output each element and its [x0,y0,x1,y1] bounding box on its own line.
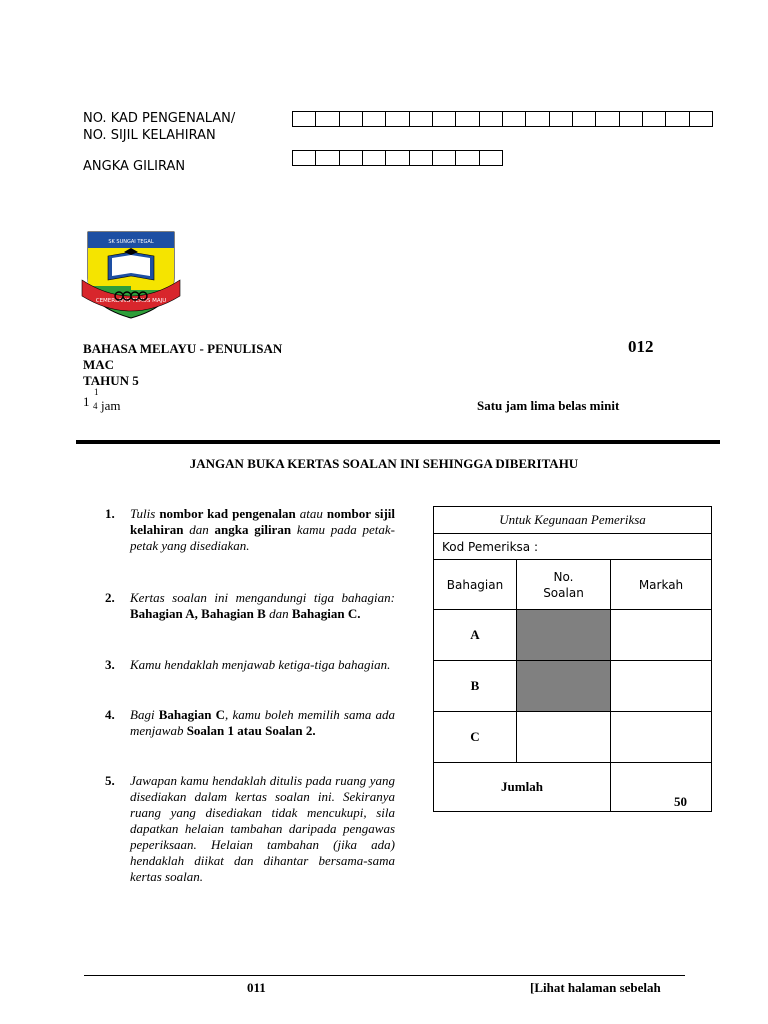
ic-number-boxes[interactable] [292,111,713,127]
digit-box[interactable] [316,151,339,165]
instruction-text: Kamu hendaklah menjawab ketiga-tiga bahagian. [130,657,391,672]
examiner-code-label: Kod Pemeriksa : [434,534,712,560]
ic-label-2: NO. SIJIL KELAHIRAN [83,128,216,143]
section-c-marks-cell[interactable] [611,712,712,763]
section-b-question-cell [517,661,611,712]
digit-box[interactable] [526,112,549,126]
digit-box[interactable] [316,112,339,126]
col-question-header: No. Soalan [517,560,611,610]
digit-box[interactable] [666,112,689,126]
footer-rule [84,975,685,976]
instruction-item [105,657,395,673]
digit-box[interactable] [410,112,433,126]
footer-next-page: [Lihat halaman sebelah [530,980,661,995]
digit-box[interactable] [480,151,502,165]
digit-box[interactable] [550,112,573,126]
instruction-number: 1. [105,506,115,521]
digit-box[interactable] [363,112,386,126]
digit-box[interactable] [503,112,526,126]
divider-rule [76,440,720,444]
digit-box[interactable] [620,112,643,126]
instruction-text: Tulis nombor kad pengenalan atau nombor sijil kelahiran dan angka giliran kamu pada petak-petak yang disediakan. [130,506,395,553]
digit-box[interactable] [293,151,316,165]
exam-year: TAHUN 5 [83,373,139,388]
paper-code: 012 [628,337,654,356]
instruction-item [105,506,395,554]
section-a-marks-cell[interactable] [611,610,712,661]
section-a-label: A [434,610,517,661]
digit-box[interactable] [293,112,316,126]
total-label: Jumlah [434,763,611,812]
instruction-item [105,707,395,739]
section-b-label: B [434,661,517,712]
instruction-item [105,773,395,885]
digit-box[interactable] [340,151,363,165]
examiner-title: Untuk Kegunaan Pemeriksa [434,507,712,534]
exam-month: MAC [83,357,115,372]
instruction-text: Jawapan kamu hendaklah ditulis pada ruang yang disediakan dalam kertas soalan ini. Sekiranya ruang yang disediakan tidak mencukupi, sila dapatkan helaian tambahan daripada pengawas peperiksaan. Helaian tambahan (jika ada) hendaklah diikat dan dihantar bersama-sama kertas soalan. [130,773,395,884]
index-number-boxes[interactable] [292,150,503,166]
ic-label-1: NO. KAD PENGENALAN/ [83,111,236,126]
instruction-number: 4. [105,707,115,722]
col-marks-header: Markah [611,560,712,610]
digit-box[interactable] [410,151,433,165]
section-a-question-cell [517,610,611,661]
digit-box[interactable] [690,112,712,126]
instruction-number: 2. [105,590,115,605]
digit-box[interactable] [456,112,479,126]
logo-motto-text: CEMERLANG TERUS MAJU [95,298,167,304]
instruction-number: 3. [105,657,115,672]
section-c-label: C [434,712,517,763]
col-section-header: Bahagian [434,560,517,610]
duration: 1 1 4 jam [83,387,121,413]
digit-box[interactable] [433,151,456,165]
section-c-question-cell[interactable] [517,712,611,763]
school-logo [80,226,182,322]
examiner-table [433,506,712,812]
digit-box[interactable] [433,112,456,126]
instruction-number: 5. [105,773,115,788]
warning-text: JANGAN BUKA KERTAS SOALAN INI SEHINGGA DIBERITAHU [189,456,579,471]
instruction-item [105,590,395,622]
footer-code: 011 [247,980,266,995]
digit-box[interactable] [386,112,409,126]
digit-box[interactable] [340,112,363,126]
digit-box[interactable] [643,112,666,126]
index-number-label: ANGKA GILIRAN [83,159,186,174]
instruction-text: Bagi Bahagian C, kamu boleh memilih sama ada menjawab Soalan 1 atau Soalan 2. [130,707,396,738]
duration-words: Satu jam lima belas minit [477,398,620,413]
section-b-marks-cell[interactable] [611,661,712,712]
total-marks: 50 [611,763,712,812]
digit-box[interactable] [363,151,386,165]
digit-box[interactable] [480,112,503,126]
digit-box[interactable] [386,151,409,165]
instruction-text: Kertas soalan ini mengandungi tiga bahagian: Bahagian A, Bahagian B dan Bahagian C. [130,590,395,621]
digit-box[interactable] [456,151,479,165]
logo-top-text: SK SUNGAI TEGAL [108,239,154,245]
subject-title: BAHASA MELAYU - PENULISAN [83,341,283,356]
digit-box[interactable] [573,112,596,126]
digit-box[interactable] [596,112,619,126]
